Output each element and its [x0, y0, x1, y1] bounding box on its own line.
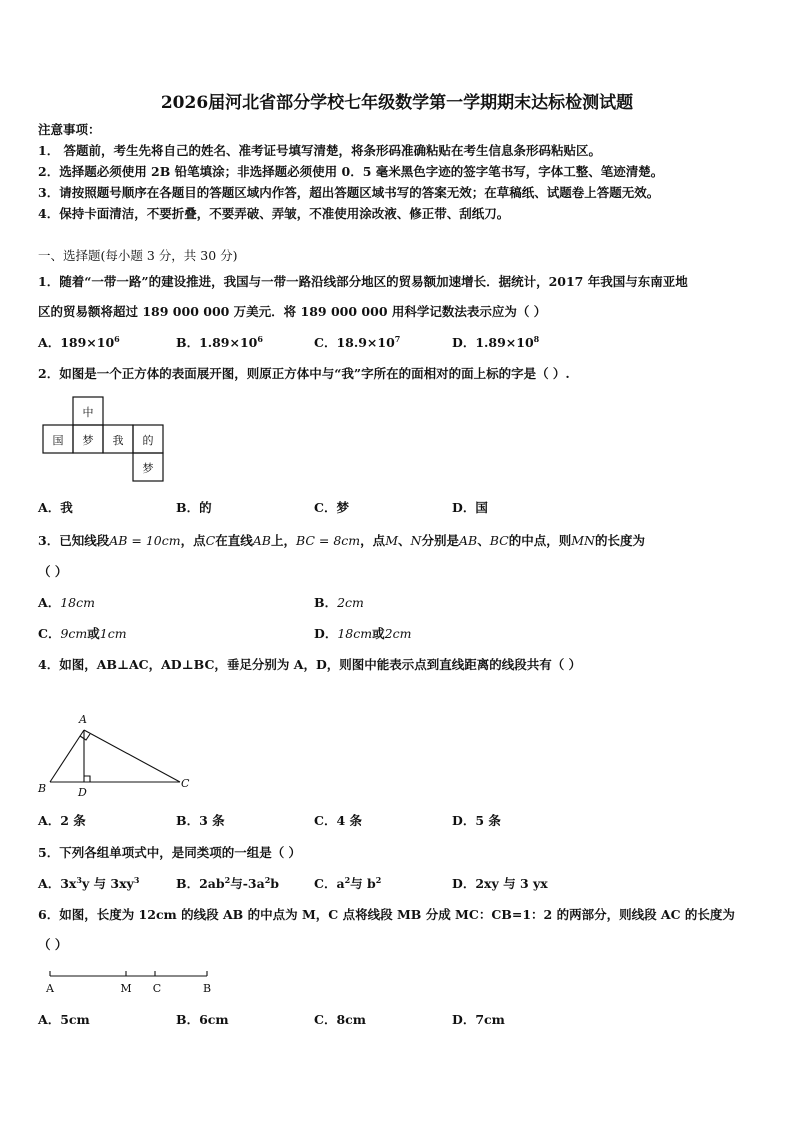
- notice-heading: 注意事项：: [38, 122, 101, 137]
- section-heading: 一、选择题(每小题 3 分，共 30 分): [38, 248, 238, 263]
- right-angle-mark-a: [80, 734, 90, 740]
- label-d: D: [78, 786, 87, 799]
- page-title: 2026届河北省部分学校七年级数学第一学期期末达标检测试题: [160, 93, 634, 113]
- q3-option-a: A．18cm: [38, 595, 95, 610]
- q1-option-b: B．$1.89\times 10^6$: [176, 333, 263, 350]
- q4-option-d: D．5 条: [452, 813, 501, 828]
- q2-cube-net-figure: [42, 395, 164, 485]
- net-text-4: 的: [142, 434, 154, 447]
- q4-triangle-figure: [34, 710, 204, 800]
- notice-item-3: 3．请按照题号顺序在各题目的答题区域内作答，超出答题区域书写的答案无效；在草稿纸、试题卷上答题无效。: [38, 185, 660, 200]
- label-c: C: [181, 777, 190, 790]
- net-text-top: 中: [82, 406, 94, 419]
- net-text-2: 梦: [82, 434, 94, 447]
- q4-option-b: B．3 条: [176, 813, 225, 828]
- notice-item-4: 4．保持卡面清洁，不要折叠，不要弄破、弄皱，不准使用涂改液、修正带、刮纸刀。: [38, 206, 510, 221]
- label-c: C: [152, 982, 162, 995]
- q2-option-c: C．梦: [314, 500, 349, 515]
- q3-stem-line1: 3．已知线段AB = 10cm，点C在直线AB上，BC = 8cm，点M、N分别是AB、BC的中点，则MN的长度为: [38, 533, 645, 548]
- q1-stem-line1: 1．随着“一带一路”的建设推进，我国与一带一路沿线部分地区的贸易额加速增长．据统计，2017 年我国与东南亚地: [38, 274, 688, 289]
- q6-option-d: D．7cm: [452, 1012, 505, 1027]
- segment-ac: [84, 730, 180, 782]
- q6-option-b: B．6cm: [176, 1012, 229, 1027]
- q5-stem: 5．下列各组单项式中，是同类项的一组是（ ）: [38, 845, 302, 860]
- q2-option-d: D．国: [452, 500, 488, 515]
- q3-option-b: B．2cm: [314, 595, 364, 610]
- q3-stem-line2: （ ）: [38, 564, 68, 579]
- notice-item-2: 2．选择题必须使用 2B 铅笔填涂；非选择题必须使用 0．5 毫米黑色字迹的签字笔书写，字体工整、笔迹清楚。: [38, 164, 664, 179]
- label-a: A: [79, 713, 87, 726]
- q1-stem-line2: 区的贸易额将超过 189 000 000 万美元．将 189 000 000 用科学记数法表示应为（ ）: [38, 304, 547, 319]
- q2-option-b: B．的: [176, 500, 212, 515]
- label-b: B: [202, 982, 212, 995]
- q3-option-d: D．18cm或2cm: [314, 626, 412, 641]
- q5-option-d: D．2xy 与 3 yx: [452, 876, 548, 891]
- notice-item-1: 1． 答题前，考生先将自己的姓名、准考证号填写清楚，将条形码准确粘贴在考生信息条形码粘贴区。: [38, 143, 602, 158]
- q6-segment-figure: [38, 964, 218, 998]
- q5-option-a: A．$3x^3y$ 与 $3xy^3$: [38, 874, 140, 891]
- label-a: A: [46, 982, 54, 995]
- segment-ab: [50, 730, 84, 782]
- net-text-3: 我: [112, 434, 124, 447]
- label-m: M: [120, 982, 132, 995]
- net-text-1: 国: [52, 434, 64, 447]
- q6-stem-line2: （ ）: [38, 937, 68, 952]
- q2-option-a: A．我: [38, 500, 73, 515]
- q4-option-c: C．4 条: [314, 813, 362, 828]
- label-b: B: [38, 782, 47, 795]
- q4-stem: 4．如图，AB⊥AC，AD⊥BC，垂足分别为 A，D，则图中能表示点到直线距离的线段共有（ ）: [38, 657, 582, 672]
- q6-option-a: A．5cm: [38, 1012, 90, 1027]
- q6-stem-line1: 6．如图，长度为 12cm 的线段 AB 的中点为 M，C 点将线段 MB 分成 MC：CB=1：2 的两部分，则线段 AC 的长度为: [38, 907, 735, 922]
- q1-option-a: A．$189\times 10^6$: [38, 333, 120, 350]
- right-angle-mark-d: [84, 776, 90, 782]
- q5-option-b: B．$2ab^2$与$-3a^2b$: [176, 874, 280, 891]
- q2-stem: 2．如图是一个正方体的表面展开图，则原正方体中与“我”字所在的面相对的面上标的字是（ ）.: [38, 366, 570, 381]
- q1-option-c: C．$18.9\times 10^7$: [314, 333, 401, 350]
- q1-option-d: D．$1.89\times 10^8$: [452, 333, 540, 350]
- q6-option-c: C．8cm: [314, 1012, 366, 1027]
- net-text-bottom: 梦: [142, 462, 154, 475]
- q4-option-a: A．2 条: [38, 813, 86, 828]
- q3-option-c: C．9cm或1cm: [38, 626, 127, 641]
- q5-option-c: C．$a^2$与 $b^2$: [314, 874, 382, 891]
